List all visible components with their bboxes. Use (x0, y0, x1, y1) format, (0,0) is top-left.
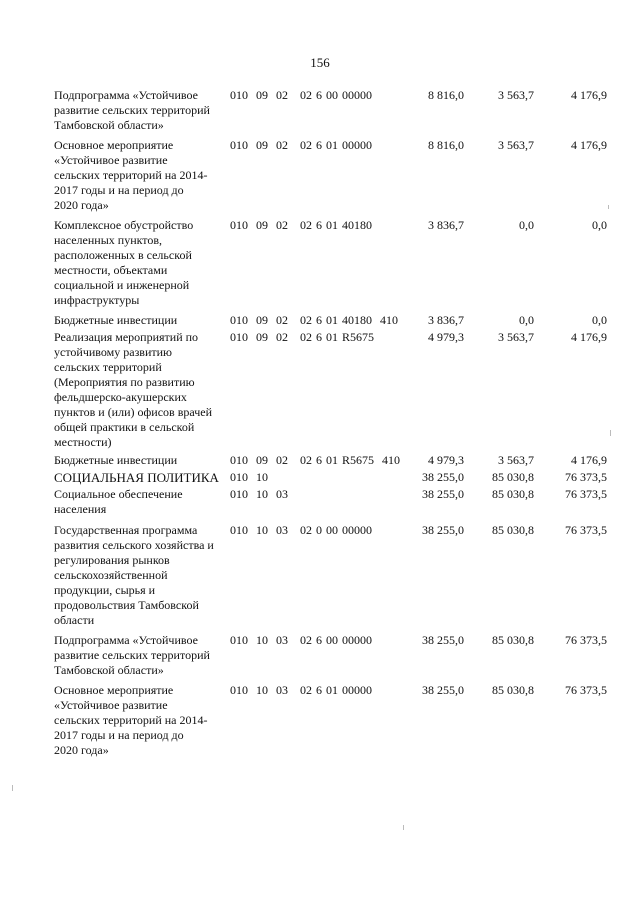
row-value-1: 4 979,3 (428, 453, 464, 467)
row-code: 010 10 03 02 0 00 00000 (230, 523, 372, 537)
row-name: Комплексное обустройство населенных пунктов, расположенных в сельской местности, объектами социальной и инженерной инфраструктуры (54, 218, 194, 307)
table-row (0, 633, 640, 683)
row-value-3: 76 373,5 (565, 683, 607, 697)
row-name: Государственная программа развития сельского хозяйства и регулирования рынков сельскохозяйственной продукции, сырья и продовольствия Тамбовской области (54, 523, 214, 627)
row-value-2: 3 563,7 (498, 88, 534, 102)
table-row (0, 683, 640, 763)
table-row (0, 88, 640, 138)
table-row (0, 138, 640, 218)
row-value-2: 85 030,8 (492, 470, 534, 484)
row-value-1: 8 816,0 (428, 138, 464, 152)
row-name: Реализация мероприятий по устойчивому развитию сельских территорий (Мероприятия по развитию фельдшерско-акушерских пунктов и (или) офисов врачей общей практики в сельской местности) (54, 330, 212, 449)
row-value-3: 0,0 (592, 313, 607, 327)
scan-mark (403, 825, 404, 830)
row-value-2: 3 563,7 (498, 453, 534, 467)
row-value-3: 4 176,9 (571, 138, 607, 152)
row-name: Подпрограмма «Устойчивое развитие сельских территорий Тамбовской области» (54, 88, 210, 132)
table-row (0, 330, 640, 453)
row-code: 010 09 02 02 6 01 R5675 410 (230, 453, 401, 467)
row-value-1: 38 255,0 (422, 683, 464, 697)
row-value-1: 38 255,0 (422, 633, 464, 647)
row-value-2: 85 030,8 (492, 487, 534, 501)
row-value-3: 76 373,5 (565, 470, 607, 484)
row-value-3: 76 373,5 (565, 523, 607, 537)
row-value-1: 38 255,0 (422, 523, 464, 537)
scan-mark (12, 785, 13, 791)
row-code: 010 09 02 02 6 01 R5675 (230, 330, 375, 344)
section-heading: СОЦИАЛЬНАЯ ПОЛИТИКА (54, 470, 219, 485)
row-value-3: 76 373,5 (565, 487, 607, 501)
row-value-3: 4 176,9 (571, 330, 607, 344)
table-row (0, 470, 640, 487)
row-name: Социальное обеспечение населения (54, 487, 183, 516)
row-value-1: 8 816,0 (428, 88, 464, 102)
row-code: 010 09 02 02 6 01 40180 410 (230, 313, 398, 327)
row-value-1: 3 836,7 (428, 218, 464, 232)
row-name: Бюджетные инвестиции (54, 313, 178, 327)
row-code: 010 09 02 02 6 01 40180 (230, 218, 372, 232)
row-code: 010 10 (230, 470, 268, 484)
row-name: Основное мероприятие «Устойчивое развитие сельских территорий на 2014- 2017 годы и на период до 2020 года» (54, 138, 208, 212)
page-number: 156 (310, 55, 330, 70)
row-value-3: 4 176,9 (571, 88, 607, 102)
row-name: Основное мероприятие «Устойчивое развитие сельских территорий на 2014- 2017 годы и на период до 2020 года» (54, 683, 208, 757)
row-code: 010 10 03 02 6 00 00000 (230, 633, 372, 647)
row-value-2: 85 030,8 (492, 523, 534, 537)
scan-mark (610, 430, 611, 436)
table-row (0, 453, 640, 470)
row-value-2: 0,0 (519, 218, 534, 232)
table-row (0, 218, 640, 313)
row-value-3: 76 373,5 (565, 633, 607, 647)
row-value-1: 38 255,0 (422, 470, 464, 484)
row-value-2: 85 030,8 (492, 633, 534, 647)
row-name: Подпрограмма «Устойчивое развитие сельских территорий Тамбовской области» (54, 633, 210, 677)
row-value-3: 4 176,9 (571, 453, 607, 467)
table-row (0, 313, 640, 330)
table-row (0, 523, 640, 633)
row-code: 010 10 03 02 6 01 00000 (230, 683, 372, 697)
row-value-2: 3 563,7 (498, 330, 534, 344)
row-code: 010 10 03 (230, 487, 288, 501)
row-value-2: 3 563,7 (498, 138, 534, 152)
row-value-1: 38 255,0 (422, 487, 464, 501)
budget-table (0, 88, 640, 763)
row-code: 010 09 02 02 6 00 00000 (230, 88, 372, 102)
row-value-2: 0,0 (519, 313, 534, 327)
table-row (0, 487, 640, 523)
row-value-3: 0,0 (592, 218, 607, 232)
row-value-2: 85 030,8 (492, 683, 534, 697)
row-value-1: 4 979,3 (428, 330, 464, 344)
scan-mark (608, 205, 609, 209)
row-name: Бюджетные инвестиции (54, 453, 178, 467)
row-code: 010 09 02 02 6 01 00000 (230, 138, 372, 152)
row-value-1: 3 836,7 (428, 313, 464, 327)
